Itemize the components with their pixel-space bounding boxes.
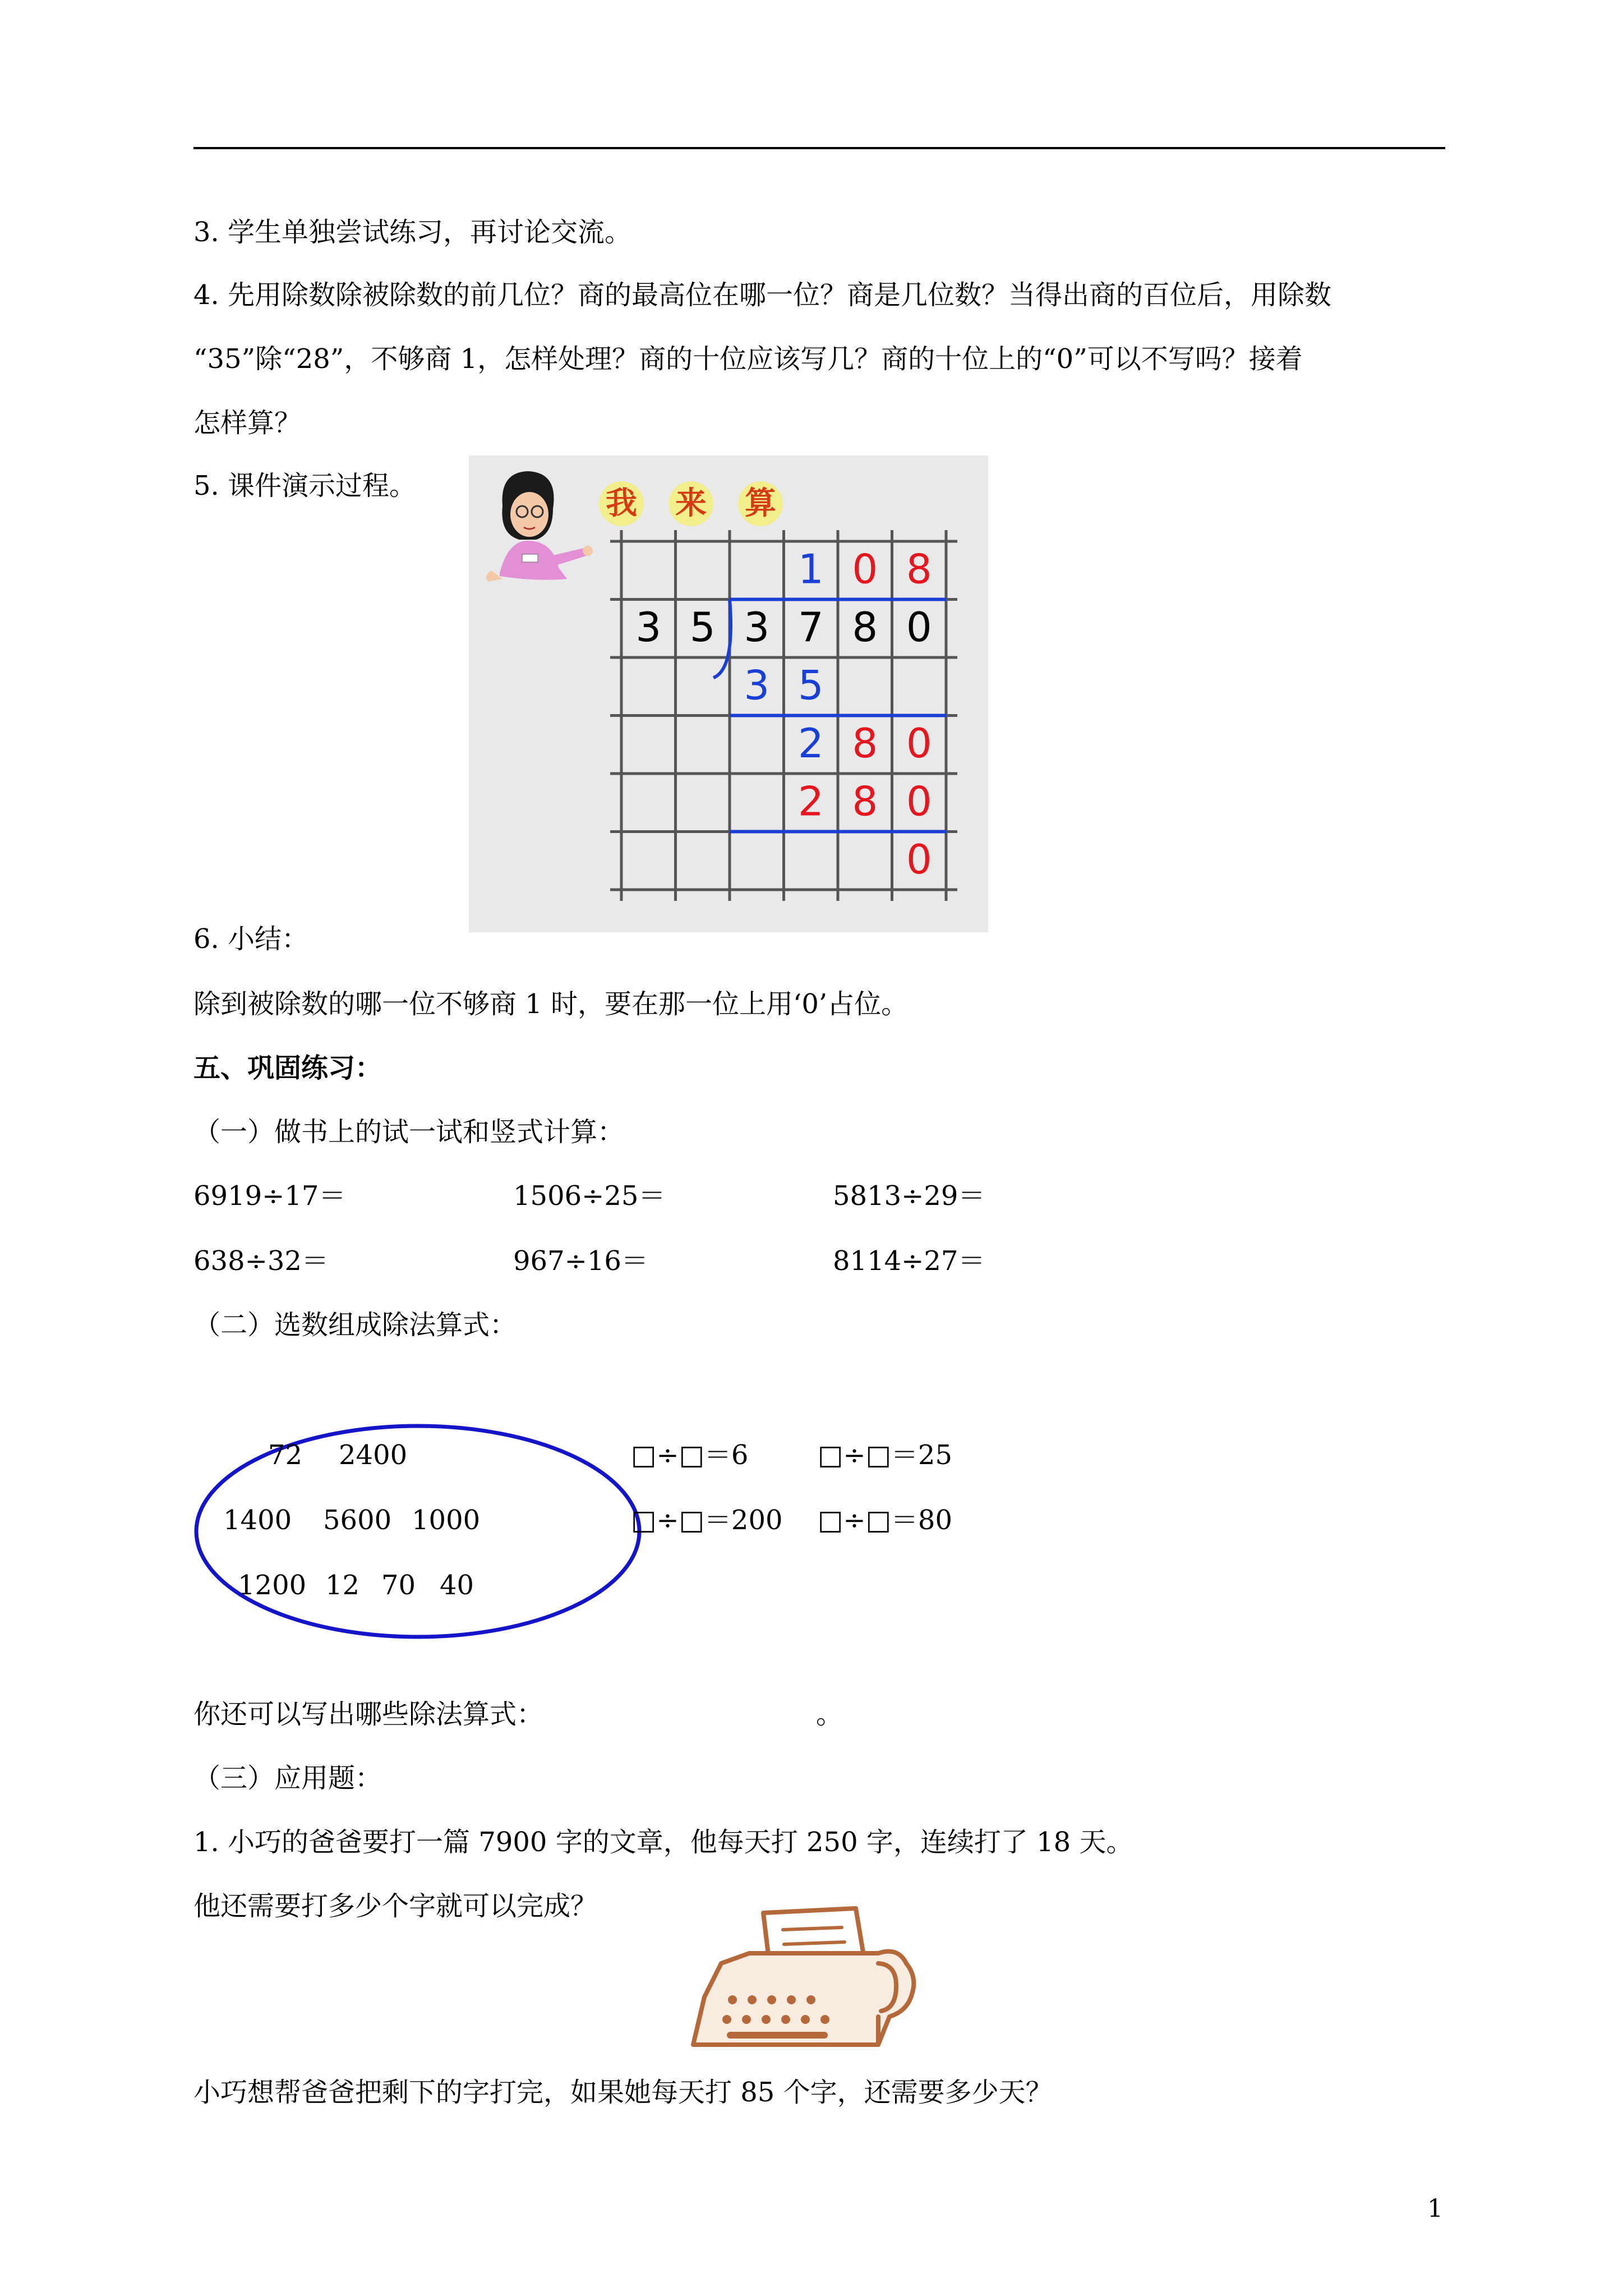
grid-digit: 8 bbox=[906, 545, 932, 593]
application-problem-line2: 他还需要打多少个字就可以完成？ bbox=[193, 1890, 598, 1922]
page-number: 1 bbox=[1427, 2194, 1443, 2223]
grid-digit: 8 bbox=[852, 604, 878, 651]
grid-digit: 0 bbox=[852, 545, 878, 593]
subsection-2: （二）选数组成除法算式： bbox=[193, 1309, 517, 1341]
number-pool-item: 1000 bbox=[412, 1504, 481, 1536]
summary-text: 除到被除数的哪一位不够商 1 时，要在那一位上用‘0’占位。 bbox=[193, 988, 909, 1020]
step-4-line3: 怎样算？ bbox=[193, 407, 302, 439]
grid-digit: 2 bbox=[797, 720, 824, 767]
girl-teacher-icon bbox=[486, 471, 593, 582]
exercise-item: 967÷16＝ bbox=[513, 1245, 648, 1277]
section-title: 五、巩固练习： bbox=[193, 1052, 382, 1084]
exercise-item: 5813÷29＝ bbox=[833, 1180, 985, 1212]
exercise-item: 8114÷27＝ bbox=[833, 1245, 985, 1277]
step-4-line2: “35”除“28”，不够商 1，怎样处理？商的十位应该写几？商的十位上的“0”可以不写吗？接着 bbox=[193, 343, 1303, 375]
grid-digit: 5 bbox=[689, 604, 716, 651]
header-rule bbox=[193, 147, 1445, 149]
number-pool-item: 2400 bbox=[339, 1439, 408, 1471]
title-char: 我 bbox=[606, 485, 637, 522]
grid-digit: 0 bbox=[906, 604, 932, 651]
grid-digit: 5 bbox=[797, 661, 824, 709]
step-5: 5. 课件演示过程。 bbox=[193, 470, 417, 501]
number-pool-oval bbox=[193, 1419, 653, 1655]
grid-digit: 7 bbox=[797, 604, 824, 651]
number-pool-item: 12 bbox=[325, 1570, 360, 1601]
number-pool-item: 40 bbox=[440, 1570, 474, 1601]
division-illustration bbox=[469, 455, 988, 932]
exercise-item: 6919÷17＝ bbox=[193, 1180, 346, 1212]
number-pool-item: 70 bbox=[381, 1570, 416, 1601]
grid-digit: 8 bbox=[852, 777, 878, 825]
step-6: 6. 小结： bbox=[193, 923, 309, 955]
more-equations-prompt: 你还可以写出哪些除法算式： bbox=[193, 1699, 544, 1730]
title-char: 来 bbox=[675, 485, 707, 522]
equation-template: □÷□＝25 bbox=[818, 1439, 953, 1471]
typewriter-icon bbox=[688, 1902, 923, 2053]
grid-digit: 3 bbox=[635, 604, 662, 651]
equation-template: □÷□＝6 bbox=[631, 1439, 749, 1471]
grid-digit: 2 bbox=[797, 777, 824, 825]
grid-digit: 3 bbox=[744, 661, 770, 709]
equation-template: □÷□＝200 bbox=[631, 1504, 783, 1536]
division-bracket bbox=[713, 600, 731, 678]
number-pool-item: 72 bbox=[268, 1439, 303, 1471]
number-pool-item: 1200 bbox=[238, 1570, 307, 1601]
application-problem-line3: 小巧想帮爸爸把剩下的字打完，如果她每天打 85 个字，还需要多少天？ bbox=[193, 2077, 1053, 2108]
period-mark: 。 bbox=[816, 1699, 843, 1730]
equation-template: □÷□＝80 bbox=[818, 1504, 953, 1536]
grid-digit: 3 bbox=[744, 604, 770, 651]
grid-digit: 8 bbox=[852, 720, 878, 767]
grid-digit: 0 bbox=[906, 777, 932, 825]
calculation-panel bbox=[469, 455, 988, 932]
subsection-3: （三）应用题： bbox=[193, 1763, 382, 1794]
application-problem-line1: 1. 小巧的爸爸要打一篇 7900 字的文章，他每天打 250 字，连续打了 18 天。 bbox=[193, 1826, 1133, 1858]
number-pool-item: 5600 bbox=[323, 1504, 392, 1536]
subsection-1: （一）做书上的试一试和竖式计算： bbox=[193, 1116, 625, 1148]
grid-digit: 1 bbox=[797, 545, 824, 593]
step-4-line1: 4. 先用除数除被除数的前几位？商的最高位在哪一位？商是几位数？当得出商的百位后，用除数 bbox=[193, 279, 1332, 311]
exercise-item: 638÷32＝ bbox=[193, 1245, 329, 1277]
calculation-grid bbox=[610, 530, 957, 901]
grid-digit: 0 bbox=[906, 836, 932, 884]
number-pool-item: 1400 bbox=[223, 1504, 292, 1536]
grid-digit: 0 bbox=[906, 720, 932, 767]
title-char: 算 bbox=[745, 485, 776, 522]
exercise-item: 1506÷25＝ bbox=[513, 1180, 666, 1212]
step-3: 3. 学生单独尝试练习，再讨论交流。 bbox=[193, 217, 632, 248]
